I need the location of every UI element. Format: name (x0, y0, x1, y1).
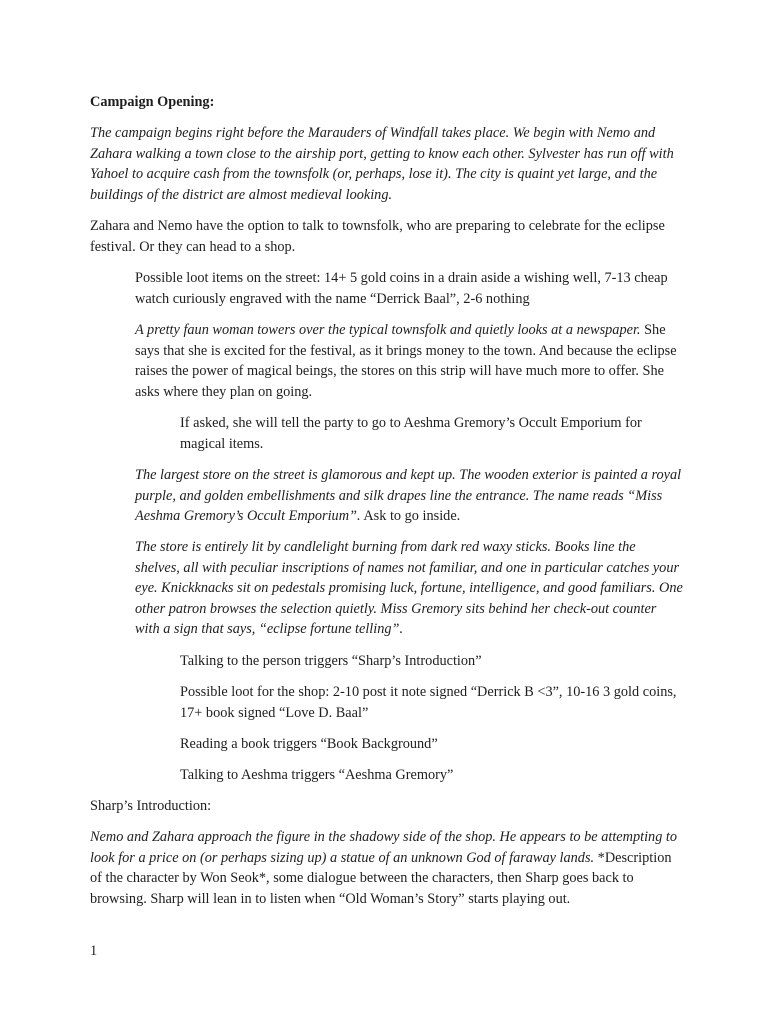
shop-loot-paragraph: Possible loot for the shop: 2-10 post it note signed “Derrick B <3”, 10-16 3 gold coins, 17+ book signed “Love D. Baal” (180, 684, 677, 721)
store-exterior-action: Ask to go inside. (360, 508, 461, 525)
street-loot-paragraph: Possible loot items on the street: 14+ 5 gold coins in a drain aside a wishing well, 7-13 cheap watch curiously engraved with the name “Derrick Baal”, 2-6 nothing (135, 270, 668, 307)
sharp-paragraph (90, 827, 680, 909)
store-exterior-description: The largest store on the street is glamorous and kept up. The wooden exterior is painted a royal purple, and golden embellishments and silk drapes line the entrance. The name reads “Miss Aeshma Gremory’s Occult Emporium”. (135, 467, 682, 525)
section-heading-campaign-opening: Campaign Opening: (90, 94, 215, 110)
section-heading-sharp-introduction: Sharp’s Introduction: (90, 798, 212, 814)
faun-paragraph (135, 320, 683, 402)
sharp-notes: *Description of the character by Won Seok*, some dialogue between the characters, then Sharp goes back to browsing. Sharp will lean in to listen when “Old Woman’s Story” starts playing out. (90, 849, 672, 907)
store-interior-paragraph: The store is entirely lit by candlelight burning from dark red waxy sticks. Books line the shelves, all with peculiar inscriptions of names not familiar, and one in particular catches your eye. Knickknacks sit on pedestals promising luck, fortune, intelligence, and good familiars. One other patron browses the selection quietly. Miss Gremory sits behind her check-out counter with a sign that says, “eclipse fortune telling”. (135, 539, 683, 638)
trigger-aeshma-gremory: Talking to Aeshma triggers “Aeshma Gremory” (180, 767, 454, 783)
sharp-description: Nemo and Zahara approach the figure in the shadowy side of the shop. He appears to be attempting to look for a price on (or perhaps sizing up) a statue of an unknown God of faraway lands. (90, 829, 678, 866)
trigger-book-background: Reading a book triggers “Book Background” (180, 736, 438, 752)
faun-dialogue: She says that she is excited for the festival, as it brings money to the town. And because the eclipse raises the power of magical beings, the stores on this strip will have much more to offer. She asks where they plan on going. (135, 322, 677, 400)
store-exterior-paragraph (135, 465, 683, 527)
options-paragraph: Zahara and Nemo have the option to talk to townsfolk, who are preparing to celebrate for the eclipse festival. Or they can head to a shop. (90, 218, 665, 255)
intro-paragraph: The campaign begins right before the Marauders of Windfall takes place. We begin with Nemo and Zahara walking a town close to the airship port, getting to know each other. Sylvester has run off with Yahoel to acquire cash from the townsfolk (or, perhaps, lose it). The city is quaint yet large, and the buildings of the district are almost medieval looking. (90, 125, 674, 203)
faun-description: A pretty faun woman towers over the typical townsfolk and quietly looks at a newspaper. (135, 322, 641, 338)
faun-asked-paragraph: If asked, she will tell the party to go to Aeshma Gremory’s Occult Emporium for magical items. (180, 415, 642, 452)
page-number: 1 (90, 943, 98, 959)
trigger-sharp-introduction: Talking to the person triggers “Sharp’s Introduction” (180, 653, 482, 669)
